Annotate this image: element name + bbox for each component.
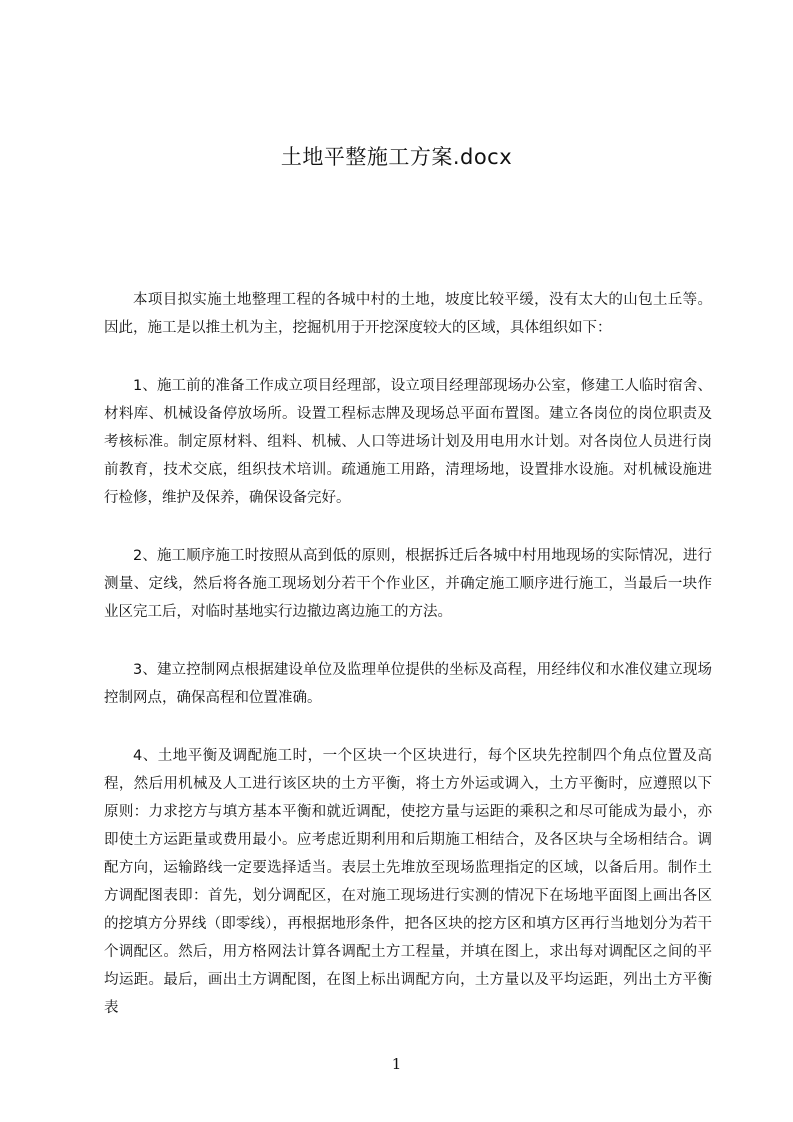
paragraph-construction-sequence: 2、施工顺序施工时按照从高到低的原则，根据拆迁后各城中村用地现场的实际情况，进行测量、定线，然后将各施工现场划分若干个作业区，并确定施工顺序进行施工，当最后一块作业区完工后，对临时基地实行边撤边离边施工的方法。: [104, 548, 712, 620]
paragraph-preparation: 1、施工前的准备工作成立项目经理部，设立项目经理部现场办公室，修建工人临时宿舍、材料库、机械设备停放场所。设置工程标志牌及现场总平面布置图。建立各岗位的岗位职责及考核标准。制定原材料、组料、机械、人口等进场计划及用电用水计划。对各岗位人员进行岗前教育，技术交底，组织技术培训。疏通施工用路，清理场地，设置排水设施。对机械设施进行检修，维护及保养，确保设备完好。: [104, 378, 712, 506]
paragraph-control-network: 3、建立控制网点根据建设单位及监理单位提供的坐标及高程，用经纬仪和水准仪建立现场控制网点，确保高程和位置准确。: [104, 662, 712, 706]
page-number: 1: [391, 1055, 402, 1073]
document-title: 土地平整施工方案.docx: [280, 145, 513, 169]
paragraph-earth-balance: 4、土地平衡及调配施工时，一个区块一个区块进行，每个区块先控制四个角点位置及高程，然后用机械及人工进行该区块的土方平衡，将土方外运或调入，土方平衡时，应遵照以下原则：力求挖方与填方基本平衡和就近调配，使挖方量与运距的乘积之和尽可能成为最小，亦即使土方运距量或费用最小。应考虑近期利用和后期施工相结合，及各区块与全场相结合。调配方向，运输路线一定要选择适当。表层土先堆放至现场监理指定的区域，以备后用。制作土方调配图表即：首先，划分调配区，在对施工现场进行实测的情况下在场地平面图上画出各区的挖填方分界线（即零线），再根据地形条件，把各区块的挖方区和填方区再行当地划分为若干个调配区。然后，用方格网法计算各调配土方工程量，并填在图上，求出每对调配区之间的平均运距。最后，画出土方调配图，在图上标出调配方向，土方量以及平均运距，列出土方平衡表: [104, 748, 712, 1016]
paragraph-intro: 本项目拟实施土地整理工程的各城中村的土地，坡度比较平缓，没有太大的山包土丘等。因此，施工是以推土机为主，挖掘机用于开挖深度较大的区域，具体组织如下：: [104, 292, 712, 336]
document-body: [104, 286, 712, 1052]
